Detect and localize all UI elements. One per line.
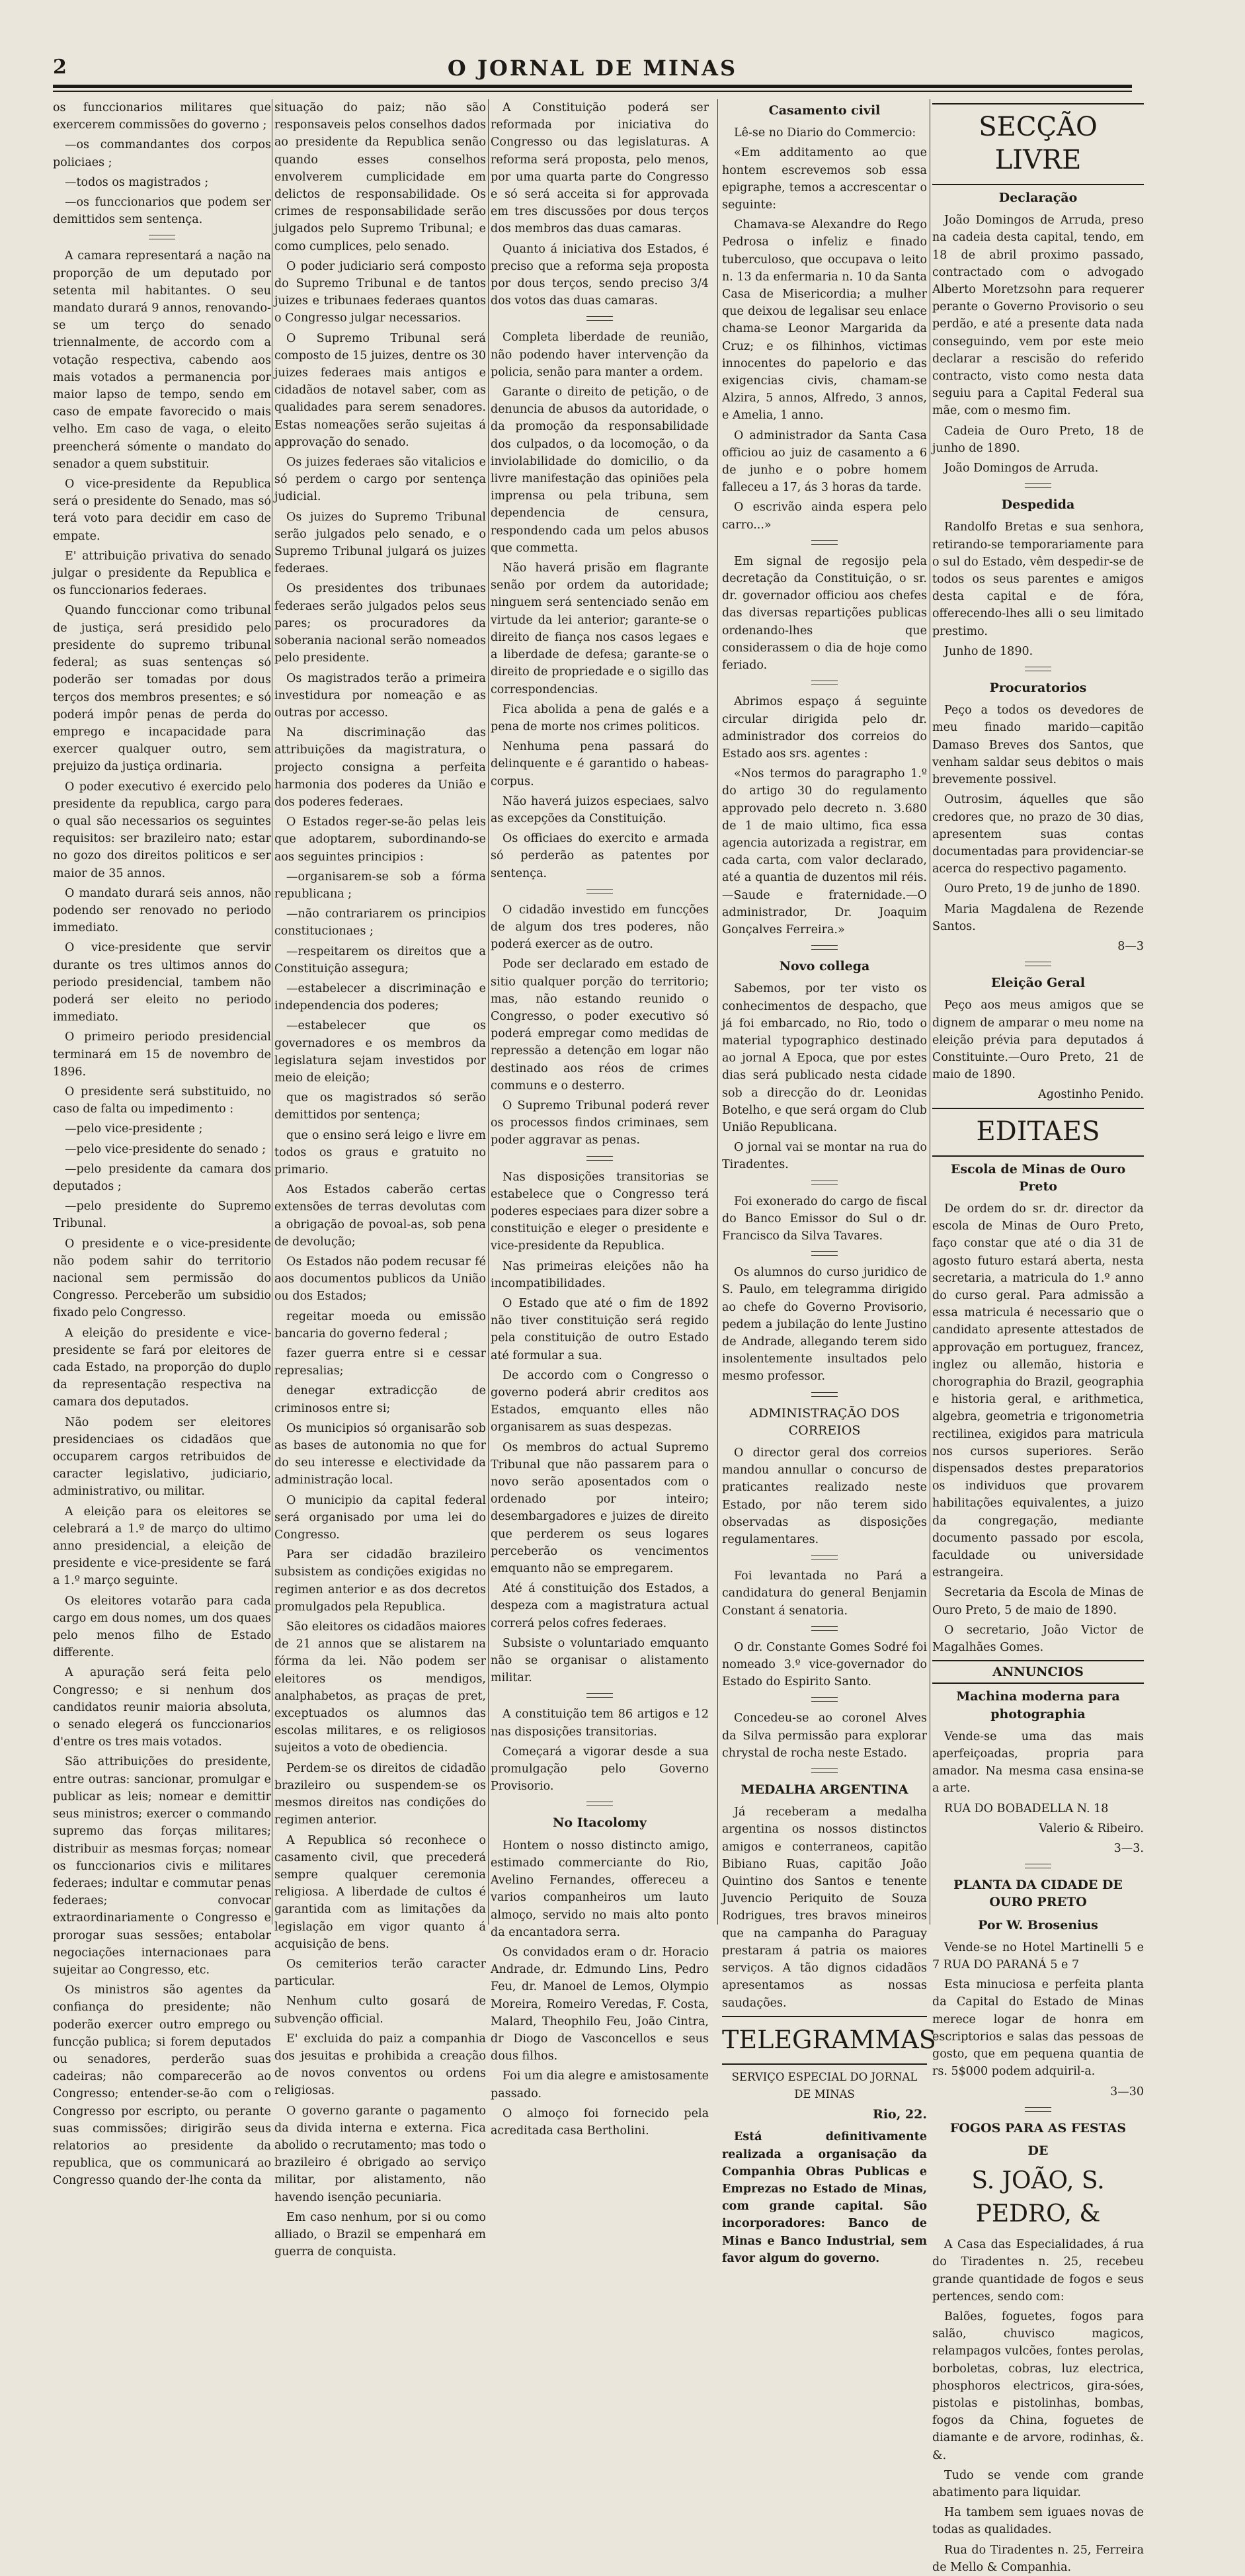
paragraph: Não haverá prisão em flagrante senão por ordem da autoridade; ninguem será sentenciado senão em virtude da lei anterior; garante-se o direito de fiança nos casos legaes e a liberdade de defesa; garante-se o direito de propriedade e o sigillo das correspondencias. (491, 561, 709, 696)
section-heading: PLANTA DA CIDADE DE OURO PRETO (953, 1878, 1123, 1910)
paragraph: O director geral dos correios mandou annullar o concurso de praticantes realizado neste Estado, por não terem sido observadas as disposições regulamentares. (722, 1446, 927, 1547)
section-heading: Escola de Minas de Ouro Preto (950, 1161, 1126, 1194)
paragraph: que o ensino será leigo e livre em todos os graus e gratuito no primario. (274, 1128, 486, 1177)
editaes-heading: EDITAES (976, 1116, 1100, 1147)
paragraph: —os commandantes dos corpos policiaes ; (53, 138, 271, 169)
paragraph: Foi levantada no Pará a candidatura do general Benjamin Constant á senatoria. (722, 1569, 927, 1618)
column-divider (717, 99, 718, 1925)
paragraph: —organisarem-se sob a fórma republicana ; (274, 870, 486, 901)
section-heading: Despedida (1001, 497, 1075, 513)
festas-heading: S. JOÃO, S. PEDRO, & (971, 2167, 1105, 2228)
paragraph: Concedeu-se ao coronel Alves da Silva permissão para explorar chrystal de rocha neste Estado. (722, 1712, 927, 1760)
paragraph: Os membros do actual Supremo Tribunal que não passarem para o novo serão aposentados com o ordenado por inteiro; desembargadores e juizes de direito que perderem os seus logares perceberão os vencimentos emquanto não se empregarem. (491, 1440, 709, 1576)
section-heading: Procuratorios (989, 681, 1087, 696)
paragraph: Os eleitores votarão para cada cargo em dous nomes, um dos quaes pelo menos filho de Estado differente. (53, 1594, 271, 1660)
paragraph: Nenhuma pena passará do delinquente e é garantido o habeas-corpus. (491, 740, 709, 788)
paragraph: E' attribuição privativa do senado julgar o presidente da Republica e os funccionarios federaes. (53, 549, 271, 598)
paragraph: Chamava-se Alexandre do Rego Pedrosa o infeliz e finado tuberculoso, que occupava o leito n. 13 da enfermaria n. 10 da Santa Casa de Misericordia; a mulher que deixou de legalisar seu enlace chama-se Leonor Margarida da Cruz; e os filhinhos, victimas innocentes do papelorio e das exigencias civis, chamam-se Alzira, 5 annos, Alfredo, 3 annos, e Amelia, 1 anno. (722, 218, 927, 423)
ad-code: 3—30 (1110, 2085, 1144, 2098)
section-heading: Casamento civil (768, 103, 881, 118)
section-heading: Machina moderna para photographia (956, 1689, 1120, 1722)
paragraph: Lê-se no Diario do Commercio: (734, 126, 916, 140)
separator (1025, 483, 1051, 488)
paragraph: O cidadão investido em funcções de algum dos tres poderes, não poderá exercer as de outro. (491, 903, 709, 952)
header-rule-thick (53, 85, 1132, 88)
separator (586, 1156, 613, 1161)
paragraph: Quando funccionar como tribunal de justiça, será presidido pelo presidente do supremo tribunal federal; as suas sentenças só poderão ser tomadas por dous terços dos membros presentes; e só poderá impôr penas de perda do emprego e incapacidade para exercer qualquer outro, sem prejuizo da justiça ordinaria. (53, 604, 271, 774)
signature: O secretario, João Victor de Magalhães Gomes. (932, 1623, 1144, 1655)
paragraph: Não podem ser eleitores presidenciaes os cidadãos que occuparem cargos retribuidos de caracter legislativo, judiciario, administrativo, ou militar. (53, 1415, 271, 1499)
paragraph: Randolfo Bretas e sua senhora, retirando-se temporariamente para o sul do Estado, vêm despedir-se de todos os seus parentes e amigos desta capital e de fóra, offerecendo-lhes alli o seu limitado prestimo. (932, 520, 1144, 638)
column-4 (722, 99, 936, 2265)
paragraph: Vende-se no Hotel Martinelli 5 e 7 RUA DO PARANÁ 5 e 7 (932, 1940, 1144, 1972)
paragraph: Aos Estados caberão certas extensões de terras devolutas com a obrigação de povoal-as, sob pena de devolução; (274, 1183, 486, 1249)
page-header (53, 52, 1132, 82)
signature: Agostinho Penido. (1038, 1088, 1144, 1102)
paragraph: Em caso nenhum, por si ou como alliado, o Brazil se empenhará em guerra de conquista. (274, 2210, 486, 2259)
paragraph: Não haverá juizos especiaes, salvo as excepções da Constituição. (491, 794, 709, 825)
paragraph: Vende-se uma das mais aperfeiçoadas, propria para amador. Na mesma casa ensina-se a arte. (932, 1729, 1144, 1796)
annuncios-box (932, 1660, 1144, 1684)
paragraph: Abrimos espaço á seguinte circular dirigida pelo dr. administrador dos correios do Estado aos srs. agentes : (722, 695, 927, 761)
paragraph: Peço aos meus amigos que se dignem de amparar o meu nome na eleição prévia para deputados á Constituinte.—Ouro Preto, 21 de maio de 1890. (932, 999, 1144, 1082)
telegram-text: Está definitivamente realizada a organisação da Companhia Obras Publicas e Emprezas no Estado de Minas, com grande capital. São incorporadores: Banco de Minas e Banco Industrial, sem favor algum do governo. (722, 2130, 927, 2265)
paragraph: Balões, foguetes, fogos para salão, chuvisco magicos, relampagos vulcões, fontes perolas, borboletas, cobras, luz electrica, phosphoros electricos, gira-sóes, pistolas e pistolinhas, bombas, fogos da China, foguetes de diamante e de arvore, rodinhas, &. &. (932, 2309, 1144, 2462)
paragraph: denegar extradicção de criminosos entre si; (274, 1384, 486, 1415)
section-heading: MEDALHA ARGENTINA (741, 1782, 908, 1798)
paragraph: Os Estados não podem recusar fé aos documentos publicos da União ou dos Estados; (274, 1255, 486, 1304)
separator (811, 1555, 838, 1559)
paragraph: Ouro Preto, 19 de junho de 1890. (944, 882, 1141, 896)
ad-code: 3—3. (1113, 1842, 1144, 1856)
telegrams-subheading: SERVIÇO ESPECIAL DO JORNAL DE MINAS (731, 2070, 918, 2100)
paragraph: Começará a vigorar desde a sua promulgação pelo Governo Provisorio. (491, 1745, 709, 1794)
separator (811, 681, 838, 685)
separator (149, 235, 175, 239)
separator (586, 1693, 613, 1698)
section-heading: No Itacolomy (553, 1815, 647, 1831)
paragraph: São eleitores os cidadãos maiores de 21 annos que se alistarem na fórma da lei. Não podem ser eleitores os mendigos, analphabetos, as praças de pret, exceptuados os alumnos das escolas militares, e os religiosos sujeitos a voto de obediencia. (274, 1620, 486, 1755)
paragraph: De accordo com o Congresso o governo poderá abrir creditos aos Estados, emquanto elles não organisarem as suas despezas. (491, 1368, 709, 1434)
paragraph: Para ser cidadão brazileiro subsistem as condições exigidas no regimen anterior e as dos decretos promulgados pela Republica. (274, 1548, 486, 1614)
paragraph: Nas disposições transitorias se estabelece que o Congresso terá poderes especiaes para dizer sobre a constituição e eleger o presidente e vice-presidente da Republica. (491, 1170, 709, 1253)
separator (1025, 962, 1051, 966)
paragraph: Quanto á iniciativa dos Estados, é preciso que a reforma seja proposta por dous terços, sendo preciso 3/4 dos votos das duas camaras. (491, 242, 709, 308)
paragraph: O mandato durará seis annos, não podendo ser renovado no periodo immediato. (53, 886, 271, 935)
paragraph: O presidente e o vice-presidente não podem sahir do territorio nacional sem permissão do Congresso. Perceberão um subsidio fixado pelo Congresso. (53, 1237, 271, 1320)
paragraph: São attribuições do presidente, entre outras: sancionar, promulgar e publicar as leis; nomear e demittir seus ministros; exercer o commando supremo das forças militares; distribuir as mesmas forças; nomear os funccionarios civis e militares federaes; indultar e commutar penas federaes; convocar extraordinariamente o Congresso e prorogar suas sessões; entabolar negociações internacionaes para sujeitar ao Congresso, etc. (53, 1755, 271, 1977)
paragraph: O dr. Constante Gomes Sodré foi nomeado 3.º vice-governador do Estado do Espirito Santo. (722, 1640, 927, 1689)
paragraph: situação do paiz; não são responsaveis pelos conselhos dados ao presidente da Republica senão quando esses conselhos envolverem cumplicidade em delictos de responsabilidade. Os crimes de responsabilidade serão julgados pelo Supremo Tribunal; e como cumplices, pelo senado. (274, 101, 486, 253)
paragraph: —pelo vice-presidente do senado ; (65, 1142, 266, 1156)
section-heading: Novo collega (779, 959, 870, 974)
seccao-livre-heading: SECÇÃO LIVRE (979, 112, 1098, 175)
paragraph: Os juizes do Supremo Tribunal serão julgados pelo senado, e o Supremo Tribunal julgará os juizes federaes. (274, 510, 486, 576)
separator (1025, 1864, 1051, 1868)
paragraph: os funccionarios militares que exercerem commissões do governo ; (53, 101, 271, 132)
separator (811, 945, 838, 950)
paragraph: Os officiaes do exercito e armada só perderão as patentes por sentença. (491, 832, 709, 880)
paragraph: —os funccionarios que podem ser demittidos sem sentença. (53, 196, 271, 227)
paragraph: O poder executivo é exercido pelo presidente da republica, cargo para o qual são necessarios os seguintes requisitos: ser brazileiro nato; estar no gozo dos direitos politicos e ser maior de 35 annos. (53, 780, 271, 880)
paragraph: —pelo presidente do Supremo Tribunal. (53, 1200, 271, 1231)
paragraph: Completa liberdade de reunião, não podendo haver intervenção da policia, senão para manter a ordem. (491, 331, 709, 379)
editaes-box (932, 1108, 1144, 1157)
paragraph: —todos os magistrados ; (65, 175, 209, 189)
paragraph: Esta minuciosa e perfeita planta da Capital do Estado de Minas merece logar de honra em escriptorios e salas das pessoas de gosto, que em pequena quantia de rs. 5$000 podem adquiril-a. (932, 1978, 1144, 2079)
header-rule-thin (53, 91, 1132, 92)
paragraph: Foi exonerado do cargo de fiscal do Banco Emissor do Sul o dr. Francisco da Silva Tavares. (722, 1194, 927, 1243)
seccao-livre-box (932, 103, 1144, 185)
paragraph: O Supremo Tribunal será composto de 15 juizes, dentre os 30 juizes federaes mais antigos e cidadãos de notavel saber, com as qualidades para serem senadores. Estas nomeações serão sujeitas á approvação do senado. (274, 331, 486, 449)
section-subheading: Por W. Brosenius (978, 1917, 1098, 1932)
paragraph: O vice-presidente que servir durante os tres ultimos annos do periodo presidencial, tambem não poderá ser eleito no periodo immediato. (53, 941, 271, 1024)
paragraph: Outrosim, áquelles que são credores que, no prazo de 30 dias, apresentem suas contas documentadas para providenciar-se acerca do respectivo pagamento. (932, 793, 1144, 876)
paragraph: A eleição do presidente e vice-presidente se fará por eleitores de cada Estado, na proporção do duplo da representação respectiva na camara dos deputados. (53, 1326, 271, 1409)
paragraph: Garante o direito de petição, o de denuncia de abusos da autoridade, o da promoção da responsabilidade dos culpados, o da locomoção, o da inviolabilidade do domicilio, o da livre manifestação das opiniões pela imprensa ou pela tribuna, sem dependencia de censura, respondendo cada um pelos abusos que commetta. (491, 386, 709, 555)
paragraph: —estabelecer a discriminação e independencia dos poderes; (274, 981, 486, 1013)
paragraph: A eleição para os eleitores se celebrará a 1.º de março do ultimo anno presidencial, a eleição de presidente e vice-presidente se fará a 1.º março seguinte. (53, 1505, 271, 1588)
paragraph: —não contrariarem os principios constitucionaes ; (274, 907, 486, 938)
paragraph: Os ministros são agentes da confiança do presidente; não poderão exercer outro emprego ou funcção publica; si forem deputados ou senadores, perderão suas cadeiras; não comparecerão ao Congresso; entender-se-ão com o Congresso por escripto, ou perante suas commissões; dirigirão seus relatorios ao presidente da republica, que os communicará ao Congresso quando der-lhe conta da (53, 1983, 271, 2188)
paragraph: Junho de 1890. (944, 644, 1033, 658)
separator (811, 1626, 838, 1631)
paragraph: Os magistrados terão a primeira investidura por nomeação e as outras por accesso. (274, 671, 486, 720)
paragraph: Os cemiterios terão caracter particular. (274, 1957, 486, 1989)
paragraph: Até á constituição dos Estados, a despeza com a magistratura actual correrá pelos cofres federaes. (491, 1582, 709, 1630)
paragraph: A constituição tem 86 artigos e 12 nas disposições transitorias. (491, 1708, 709, 1739)
paragraph: Cadeia de Ouro Preto, 18 de junho de 1890. (932, 424, 1144, 455)
paragraph: A Constituição poderá ser reformada por iniciativa do Congresso ou das legislaturas. A reforma será proposta, pelo menos, por uma quarta parte do Congresso e só será acceita si for approvada em tres discussões por dous terços dos membros das duas camaras. (491, 101, 709, 236)
paragraph: Subsiste o voluntariado emquanto não se organisar o alistamento militar. (491, 1636, 709, 1685)
paragraph: Fica abolida a pena de galés e a pena de morte nos crimes politicos. (491, 702, 709, 733)
masthead: O JORNAL DE MINAS (447, 56, 738, 81)
paragraph: O primeiro periodo presidencial terminará em 15 de novembro de 1896. (53, 1030, 271, 1079)
paragraph: —pelo vice-presidente ; (65, 1122, 203, 1136)
paragraph: Os municipios só organisarão sob as bases de autonomia no que for do seu interesse e electividade da administração local. (274, 1421, 486, 1487)
paragraph: Em signal de regosijo pela decretação da Constituição, o sr. dr. governador officiou aos chefes das diversas repartições publicas ordenando-lhes que considerassem o dia de hoje como feriado. (722, 554, 927, 673)
paragraph: A camara representará a nação na proporção de um deputado por setenta mil habitantes. O seu mandato durará 9 annos, renovando-se um terço do senado triennalmente, de accordo com a votação respectiva, cabendo aos mais votados a permanencia por maior lapso de tempo, sendo em caso de empate favorecido o mais velho. Em caso de vaga, o eleito preencherá sómente o mandato do senador a quem substituir. (53, 249, 271, 471)
separator (811, 1697, 838, 1702)
paragraph: A Republica só reconhece o casamento civil, que precederá sempre qualquer ceremonia religiosa. A liberdade de cultos é garantida com as limitações da legislação em vigor quanto á acquisição de bens. (274, 1833, 486, 1951)
signature: Maria Magdalena de Rezende Santos. (932, 902, 1144, 933)
telegrams-box (722, 2016, 936, 2065)
paragraph: João Domingos de Arruda, preso na cadeia desta capital, tendo, em 18 de abril proximo passado, contractado com o advogado Alberto Moretzsohn para requerer perante o Governo Provisorio o seu perdão, e até a presente data nada conseguindo, vem por este meio declarar a rescisão do referido contracto, visto como nesta data seguiu para a Capital Federal sua mãe, com o mesmo fim. (932, 214, 1144, 418)
paragraph: —pelo presidente da camara dos deputados ; (53, 1162, 271, 1193)
paragraph: fazer guerra entre si e cessar represalias; (274, 1347, 486, 1378)
signature: Valerio & Ribeiro. (1039, 1821, 1144, 1835)
paragraph: A apuração será feita pelo Congresso; e si nenhum dos candidatos reunir maioria absoluta, o senado elegerá os funccionarios d'entre os tres mais votados. (53, 1666, 271, 1749)
paragraph: «Nos termos do paragrapho 1.º do artigo 30 do regulamento approvado pelo decreto n. 3.680 de 1 de maio ultimo, fica essa agencia autorizada a registrar, em cada carta, com valor declarado, até a quantia de duzentos mil réis.—Saude e fraternidade.—O administrador, Dr. Joaquim Gonçalves Ferreira.» (722, 767, 927, 936)
paragraph: Hontem o nosso distincto amigo, estimado commerciante do Rio, Avelino Fernandes, offereceu a varios companheiros um lauto almoço, servido no mais alto ponto da encantadora serra. (491, 1839, 709, 1939)
paragraph: que os magistrados só serão demittidos por sentença; (274, 1091, 486, 1122)
ad-code: 8—3 (1117, 939, 1144, 953)
paragraph: —estabelecer que os governadores e os membros da legislatura sejam investidos por meio de eleição; (274, 1019, 486, 1085)
annuncios-heading: ANNUNCIOS (992, 1665, 1084, 1680)
paragraph: regeitar moeda ou emissão bancaria do governo federal ; (274, 1309, 486, 1341)
section-heading: Declaração (998, 190, 1078, 205)
telegrams-heading: TELEGRAMMAS (722, 2024, 936, 2054)
paragraph: O administrador da Santa Casa officiou ao juiz de casamento a 6 de junho e o pobre homem falleceu a 17, ás 3 horas da tarde. (722, 429, 927, 495)
paragraph: Secretaria da Escola de Minas de Ouro Preto, 5 de maio de 1890. (932, 1586, 1144, 1617)
separator (586, 1802, 613, 1806)
paragraph: O municipio da capital federal será organisado por uma lei do Congresso. (274, 1493, 486, 1542)
section-heading: FOGOS PARA AS FESTAS (949, 2120, 1127, 2136)
separator (586, 889, 613, 893)
separator (811, 1181, 838, 1185)
section-heading: Eleição Geral (990, 976, 1086, 991)
paragraph: O escrivão ainda espera pelo carro...» (722, 501, 927, 532)
paragraph: Os juizes federaes são vitalicios e só perdem o cargo por sentença judicial. (274, 456, 486, 504)
paragraph: O presidente será substituido, no caso de falta ou impedimento : (53, 1085, 271, 1116)
paragraph: O poder judiciario será composto do Supremo Tribunal e de tantos juizes e tribunaes federaes quantos o Congresso julgar necessarios. (274, 259, 486, 325)
column-1 (53, 99, 271, 2188)
paragraph: Os presidentes dos tribunaes federaes serão julgados pelos seus pares; os procuradores da soberania nacional serão nomeados pelo presidente. (274, 582, 486, 665)
section-subheading: DE (1027, 2143, 1049, 2158)
paragraph: RUA DO BOBADELLA N. 18 (944, 1802, 1109, 1815)
paragraph: O governo garante o pagamento da divida interna e externa. Fica abolido o recrutamento; mas todo o brazileiro é obrigado ao serviço militar, por alistamento, não havendo isenção pecuniaria. (274, 2104, 486, 2204)
signature: João Domingos de Arruda. (944, 462, 1099, 476)
paragraph: E' excluida do paiz a companhia dos jesuitas e prohibida a creação de novos conventos ou ordens religiosas. (274, 2032, 486, 2098)
paragraph: O vice-presidente da Republica será o presidente do Senado, mas só terá voto para decidir em caso de empate. (53, 478, 271, 543)
paragraph: Pode ser declarado em estado de sitio qualquer porção do territorio; mas, não estando reunido o Congresso, o poder executivo só poderá empregar como medidas de repressão a detenção em logar não destinado aos réos de crimes communs e o desterro. (491, 958, 709, 1093)
paragraph: Nenhum culto gosará de subvenção official. (274, 1995, 486, 2026)
separator (811, 1392, 838, 1397)
paragraph: Nas primeiras eleições não ha incompatibilidades. (491, 1259, 709, 1290)
separator (586, 316, 613, 321)
separator (1025, 667, 1051, 671)
telegram-dateline: Rio, 22. (873, 2107, 927, 2122)
paragraph: Já receberam a medalha argentina os nossos distinctos amigos e conterraneos, capitão Bibiano Ruas, capitão João Quintino dos Santos e tenente Juvencio Periquito de Souza Rodrigues, tres bravos mineiros que na campanha do Paraguay prestaram á patria os maiores serviços. A tão dignos cidadãos apresentamos as nossas saudações. (722, 1806, 927, 2010)
separator (1025, 2107, 1051, 2112)
section-heading: ADMINISTRAÇÃO DOS CORREIOS (749, 1405, 900, 1438)
paragraph: O jornal vai se montar na rua do Tiradentes. (722, 1141, 927, 1172)
column-5 (932, 99, 1144, 2574)
separator (811, 1768, 838, 1773)
paragraph: Peço a todos os devedores de meu finado marido—capitão Damaso Breves dos Santos, que venham saldar seus debitos o mais brevemente possivel. (932, 704, 1144, 787)
paragraph: De ordem do sr. dr. director da escola de Minas de Ouro Preto, faço constar que até o dia 31 de agosto futuro estará aberta, nesta secretaria, a matricula do 1.º anno do curso geral. Para admissão a essa matricula é necessario que o candidato apresente attestados de approvação em portuguez, francez, inglez ou allemão, historia e chorographia do Brazil, geographia e historia geral, e arithmetica, algebra, geometria e trigonometria rectilinea, exigidos para matricula nos cursos superiores. Serão dispensados destes preparatorios os individuos que provarem habilitações equivalentes, a juizo da congregação, mediante documento passado por escola, faculdade ou universidade estrangeira. (932, 1202, 1144, 1580)
paragraph: Sabemos, por ter visto os conhecimentos de despacho, que já foi embarcado, no Rio, todo o material typographico destinado ao jornal A Epoca, que por estes dias será publicado nesta cidade sob a direcção do dr. Leonidas Botelho, e que será orgam do Club União Republicana. (722, 982, 927, 1134)
page-number: 2 (53, 56, 67, 79)
paragraph: Os convidados eram o dr. Horacio Andrade, dr. Edmundo Lins, Pedro Feu, dr. Manoel de Lemos, Olympio Moreira, Romeiro Veredas, F. Costa, Malard, Theophilo Feu, João Cintra, dr Diogo de Vasconcellos e seus dous filhos. (491, 1945, 709, 2063)
paragraph: Foi um dia alegre e amistosamente passado. (491, 2069, 709, 2100)
paragraph: O Estados reger-se-ão pelas leis que adoptarem, subordinando-se aos seguintes principios : (274, 815, 486, 864)
paragraph: Na discriminação das attribuições da magistratura, o projecto consigna a perfeita harmonia dos poderes da União e dos poderes federaes. (274, 726, 486, 809)
column-divider (488, 99, 489, 1925)
paragraph: A Casa das Especialidades, á rua do Tiradentes n. 25, recebeu grande quantidade de fogos e seus pertences, sendo com: (932, 2238, 1144, 2304)
paragraph: Perdem-se os direitos de cidadão brazileiro ou suspendem-se os mesmos direitos nas condições do regimen anterior. (274, 1761, 486, 1827)
paragraph: Ha tambem sem iguaes novas de todas as qualidades. (932, 2506, 1144, 2537)
column-2 (274, 99, 486, 2259)
paragraph: O Estado que até o fim de 1892 não tiver constituição será regido pela constituição de outro Estado até formular a sua. (491, 1297, 709, 1362)
paragraph: «Em additamento ao que hontem escrevemos sob essa epigraphe, temos a accrescentar o seguinte: (722, 146, 927, 212)
separator (811, 1251, 838, 1256)
paragraph: Rua do Tiradentes n. 25, Ferreira de Mello & Companhia. (932, 2543, 1144, 2574)
paragraph: O almoço foi fornecido pela acreditada casa Bertholini. (491, 2106, 709, 2138)
paragraph: O Supremo Tribunal poderá rever os processos findos criminaes, sem poder aggravar as penas. (491, 1099, 709, 1147)
paragraph: Os alumnos do curso juridico de S. Paulo, em telegramma dirigido ao chefe do Governo Provisorio, pedem a jubilação do lente Justino de Andrade, allegando terem sido insolentemente insultados pelo mesmo professor. (722, 1266, 927, 1384)
paragraph: —respeitarem os direitos que a Constituição assegura; (274, 944, 486, 976)
column-3 (491, 99, 709, 2138)
separator (811, 540, 838, 545)
paragraph: Tudo se vende com grande abatimento para liquidar. (932, 2468, 1144, 2499)
